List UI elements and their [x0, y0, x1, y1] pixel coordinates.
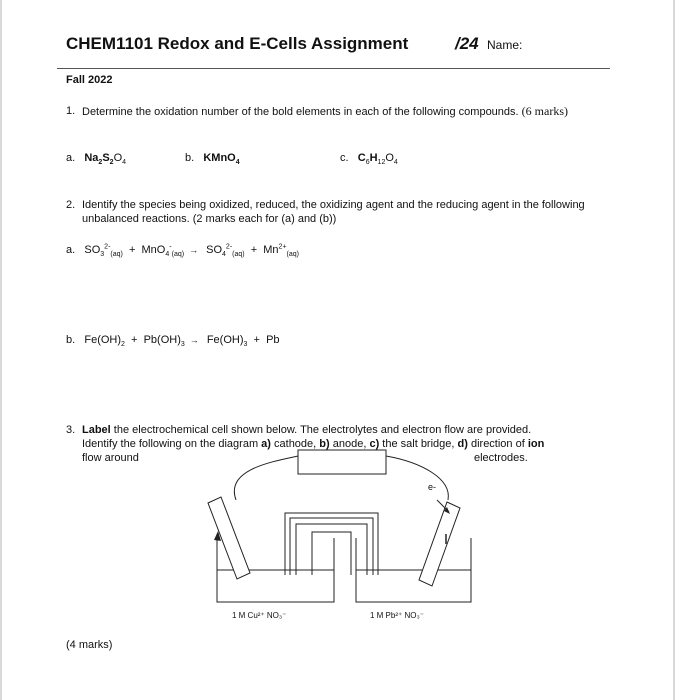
term-label: Fall 2022: [66, 74, 113, 86]
left-solution-label: 1 M Cu²⁺ NO₃⁻: [232, 611, 287, 620]
q3-line3-right: electrodes.: [474, 452, 528, 464]
salt-bridge-mid: [290, 518, 373, 575]
q3-part-c: c): [369, 438, 380, 450]
q1-item-a-label: a.: [66, 152, 76, 164]
q3-part-a-text: cathode,: [274, 438, 317, 450]
q3-part-a: a): [261, 438, 271, 450]
q3-line2-prefix: Identify the following on the diagram: [82, 438, 259, 450]
q1-item-a-formula: $Na_2S_2O_4$: [84, 152, 127, 167]
q3-part-b-text: anode,: [332, 438, 367, 450]
question-1-prompt: Determine the oxidation number of the bold elements in each of the following compounds.: [82, 106, 519, 118]
electron-label: e-: [428, 482, 437, 492]
q3-line1-rest: the electrochemical cell shown below. The electrolytes and electron flow are provided.: [113, 424, 532, 436]
left-electrode: [208, 497, 250, 579]
right-solution-label: 1 M Pb²⁺ NO₃⁻: [370, 611, 424, 620]
q3-label-word: Label: [82, 424, 111, 436]
wire-left: [234, 456, 298, 500]
question-2-text: Identify the species being oxidized, reduced, the oxidizing agent and the reducing agent in the following unbalanced reactions. (2 marks each for (a) and (b)): [82, 199, 585, 225]
salt-bridge-outer: [285, 513, 378, 575]
question-3-marks: (4 marks): [66, 639, 113, 651]
question-1-number: 1.: [66, 105, 76, 117]
q1-item-c-label: c.: [340, 152, 349, 164]
question-2-number: 2.: [66, 199, 76, 211]
wire-right: [386, 456, 448, 500]
salt-bridge-inner: [312, 532, 351, 575]
name-label: Name:: [487, 38, 523, 52]
q3-part-c-text: the salt bridge,: [382, 438, 455, 450]
q2-reaction-a-label: a.: [66, 244, 76, 256]
voltmeter-box: [298, 450, 386, 474]
question-3-number: 3.: [66, 424, 76, 436]
q3-part-b: b): [319, 438, 330, 450]
q3-line3-left: flow around: [82, 452, 139, 464]
q1-item-c-formula: $C_6H_{12}O_4$: [357, 152, 398, 167]
document-title: CHEM1101 Redox and E-Cells Assignment: [66, 34, 409, 53]
q3-ion-word: ion: [527, 438, 545, 450]
q2-reaction-b-equation: $Fe(OH)_2 + Pb(OH)_3 \to Fe(OH)_3 + Pb$: [84, 334, 280, 349]
q2-reaction-a-equation: $SO_3^{2-}_{(aq)} + MnO_4^-_{(aq)} \to SO_4^{2-}_{(aq)} + Mn^{2+}_{(aq)}$: [84, 243, 299, 259]
q1-item-b-label: b.: [185, 152, 195, 164]
q1-item-b-formula: KMnO$_4$: [203, 152, 240, 167]
question-1-marks: (6 marks): [521, 104, 568, 118]
total-score: /24: [455, 34, 479, 53]
q2-reaction-b-label: b.: [66, 334, 76, 346]
right-electrode: [419, 502, 460, 586]
q3-part-d: d): [457, 438, 468, 450]
q3-part-d-text: direction of: [470, 438, 525, 450]
